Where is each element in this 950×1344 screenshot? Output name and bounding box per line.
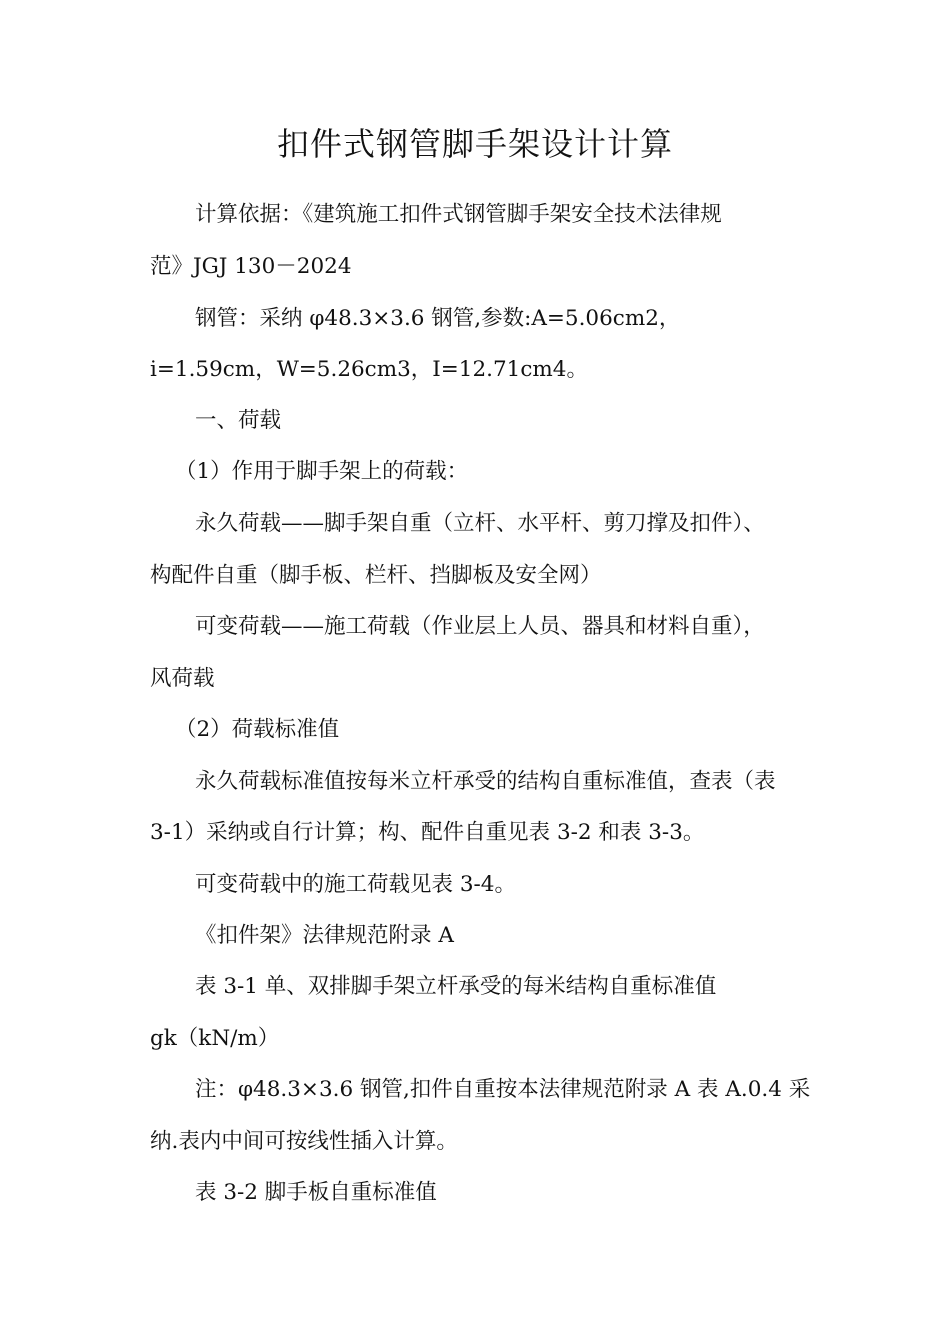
table-3-1-caption-line-1: 表 3-1 单、双排脚手架立杆承受的每米结构自重标准值 bbox=[195, 974, 717, 999]
table-3-1-caption-line-2: gk（kN/m） bbox=[150, 1026, 280, 1051]
permanent-load-line-2: 构配件自重（脚手板、栏杆、挡脚板及安全网） bbox=[150, 563, 602, 588]
appendix-reference-line: 《扣件架》法律规范附录 A bbox=[195, 923, 454, 948]
variable-load-line-2: 风荷载 bbox=[150, 666, 215, 691]
subheading-load-standard-values: （2）荷载标准值 bbox=[175, 717, 340, 742]
construction-load-line: 可变荷载中的施工荷载见表 3-4。 bbox=[195, 872, 516, 897]
steel-pipe-line-1: 钢管：采纳 φ48.3×3.6 钢管,参数:A=5.06cm2， bbox=[195, 306, 681, 331]
permanent-load-line-1: 永久荷载——脚手架自重（立杆、水平杆、剪刀撑及扣件）、 bbox=[195, 511, 765, 536]
subheading-loads-on-scaffold: （1）作用于脚手架上的荷载： bbox=[175, 459, 469, 484]
section-heading-load: 一、荷载 bbox=[195, 408, 282, 433]
basis-line-1: 计算依据：《建筑施工扣件式钢管脚手架安全技术法律规 bbox=[195, 202, 722, 227]
steel-pipe-line-2: i=1.59cm，W=5.26cm3，I=12.71cm4。 bbox=[150, 357, 588, 382]
standard-value-line-2: 3-1）采纳或自行计算；构、配件自重见表 3-2 和表 3-3。 bbox=[150, 820, 705, 845]
variable-load-line-1: 可变荷载——施工荷载（作业层上人员、器具和材料自重）， bbox=[195, 614, 765, 639]
table-3-2-caption: 表 3-2 脚手板自重标准值 bbox=[195, 1180, 437, 1205]
basis-line-2: 范》JGJ 130－2024 bbox=[150, 254, 352, 279]
note-line-1: 注：φ48.3×3.6 钢管,扣件自重按本法律规范附录 A 表 A.0.4 采 bbox=[195, 1077, 811, 1102]
document-title: 扣件式钢管脚手架设计计算 bbox=[276, 125, 673, 163]
standard-value-line-1: 永久荷载标准值按每米立杆承受的结构自重标准值，查表（表 bbox=[195, 769, 776, 794]
note-line-2: 纳.表内中间可按线性插入计算。 bbox=[150, 1129, 458, 1154]
